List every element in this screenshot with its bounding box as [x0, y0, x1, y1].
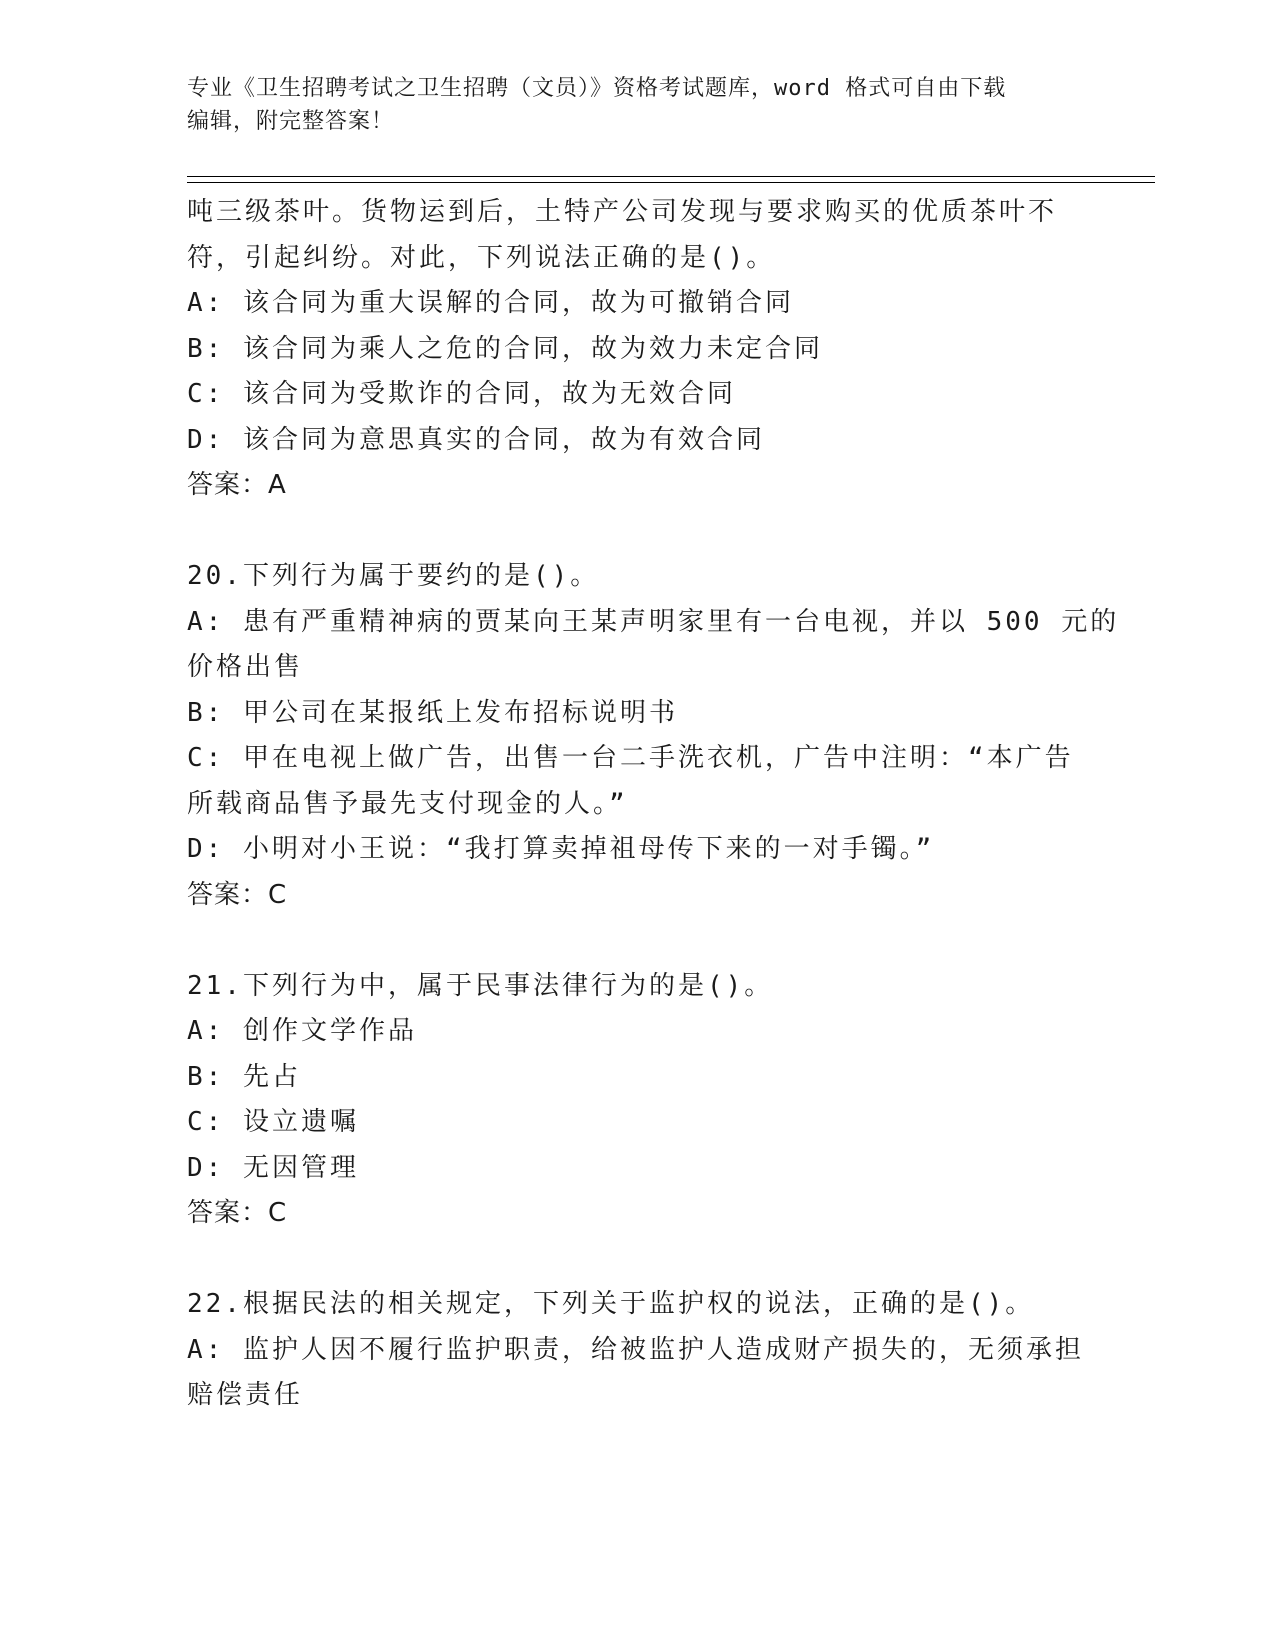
header-line-1: 专业《卫生招聘考试之卫生招聘（文员）》资格考试题库，word 格式可自由下载: [187, 76, 1007, 101]
question-text-line: 符，引起纠纷。对此，下列说法正确的是()。: [187, 242, 776, 273]
spacer: [187, 509, 1087, 555]
option-c: C: 设立遗嘱: [187, 1107, 359, 1137]
option-a: A: 创作文学作品: [187, 1016, 417, 1046]
answer: 答案：A: [187, 470, 287, 500]
question-20: [187, 554, 1120, 918]
header-divider-bottom: [187, 182, 1155, 183]
option-d: D: 该合同为意思真实的合同，故为有效合同: [187, 424, 765, 455]
question-content: [187, 190, 1120, 1419]
option-d: D: 小明对小王说：“我打算卖掉祖母传下来的一对手镯。”: [187, 834, 935, 864]
spacer: [187, 918, 1087, 964]
option-b: B: 该合同为乘人之危的合同，故为效力未定合同: [187, 333, 823, 364]
option-b: B: 先占: [187, 1061, 301, 1092]
option-d: D: 无因管理: [187, 1152, 359, 1183]
option-a-continued: 赔偿责任: [187, 1380, 304, 1410]
question-21: [187, 964, 1087, 1237]
option-b: B: 甲公司在某报纸上发布招标说明书: [187, 697, 678, 728]
option-c: C: 该合同为受欺诈的合同，故为无效合同: [187, 379, 736, 409]
spacer: [187, 1237, 1087, 1283]
question-continued: [187, 190, 1087, 509]
option-a: A: 该合同为重大误解的合同，故为可撤销合同: [187, 288, 794, 318]
option-c-continued: 所载商品售予最先支付现金的人。”: [187, 788, 628, 819]
answer: 答案：C: [187, 879, 288, 910]
question-text: 20.下列行为属于要约的是()。: [187, 561, 600, 591]
document-header: [187, 72, 1087, 138]
question-text: 22.根据民法的相关规定，下列关于监护权的说法，正确的是()。: [187, 1289, 1035, 1319]
question-text-line: 吨三级茶叶。货物运到后，土特产公司发现与要求购买的优质茶叶不: [187, 197, 1058, 227]
option-a: A: 患有严重精神病的贾某向王某声明家里有一台电视，并以 500 元的: [187, 606, 1120, 637]
option-a: A: 监护人因不履行监护职责，给被监护人造成财产损失的，无须承担: [187, 1334, 1084, 1365]
header-line-2: 编辑，附完整答案！: [187, 109, 395, 134]
option-a-continued: 价格出售: [187, 652, 304, 682]
question-text: 21.下列行为中，属于民事法律行为的是()。: [187, 970, 774, 1001]
question-22: [187, 1282, 1087, 1419]
header-divider-top: [187, 176, 1155, 177]
option-c: C: 甲在电视上做广告，出售一台二手洗衣机，广告中注明：“本广告: [187, 743, 1074, 773]
answer: 答案：C: [187, 1198, 288, 1228]
